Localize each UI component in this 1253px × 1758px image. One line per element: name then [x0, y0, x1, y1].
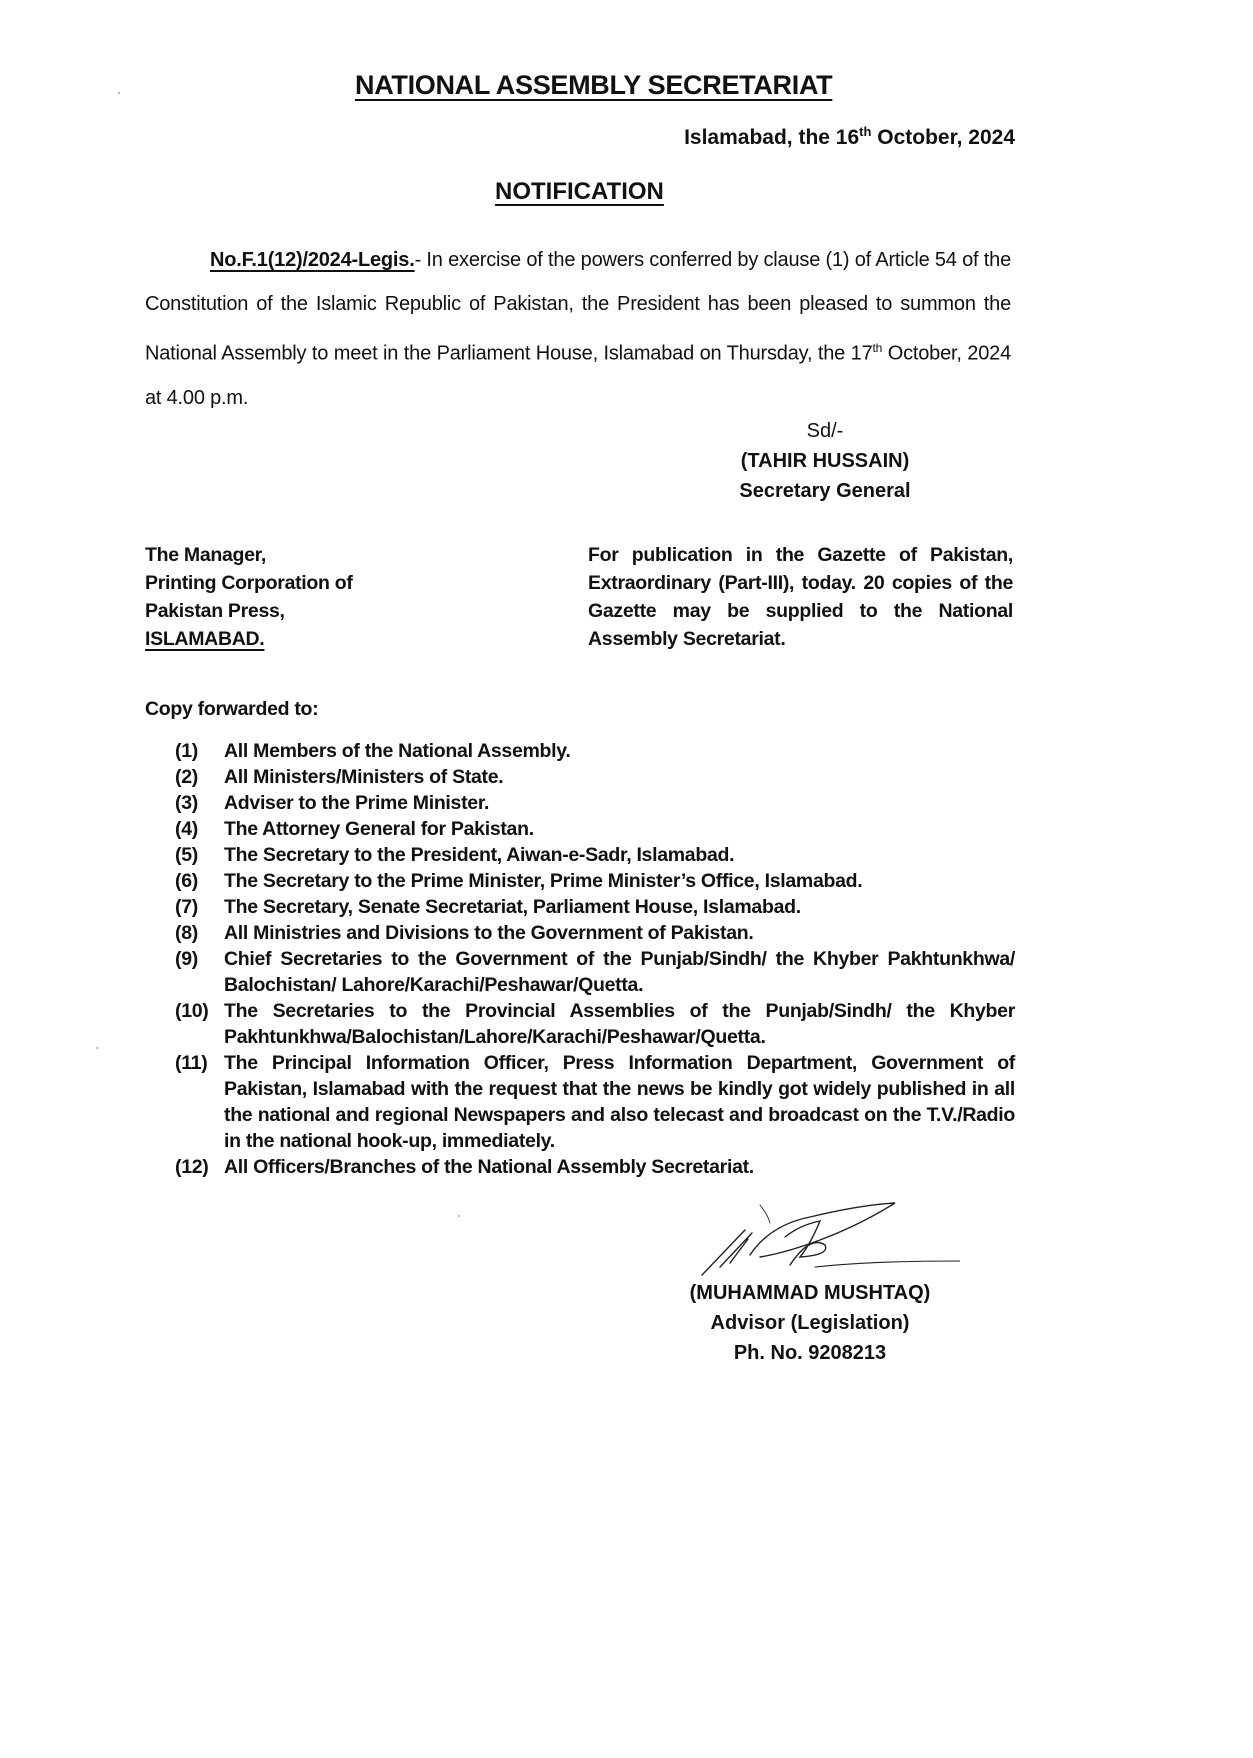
- signatory-name: (MUHAMMAD MUSHTAQ): [689, 1282, 931, 1304]
- signatory-designation: Secretary General: [739, 480, 911, 502]
- item-text: The Secretary to the Prime Minister, Prime Minister’s Office, Islamabad.: [224, 870, 863, 892]
- handwritten-signature: [690, 1195, 960, 1280]
- item-number: (1): [175, 740, 198, 762]
- organization-heading: NATIONAL ASSEMBLY SECRETARIAT: [355, 70, 833, 100]
- item-number: (12): [175, 1156, 209, 1178]
- scan-speck: [458, 1215, 460, 1217]
- item-number: (4): [175, 818, 198, 840]
- signatory-phone: Ph. No. 9208213: [733, 1342, 887, 1364]
- date-ordinal: th: [859, 124, 872, 139]
- copy-forwarded-list: [175, 738, 1015, 1180]
- item-number: (8): [175, 922, 198, 944]
- list-item: [175, 868, 1015, 894]
- item-number: (7): [175, 896, 198, 918]
- signatory-designation: Advisor (Legislation): [710, 1312, 910, 1334]
- list-item: [175, 998, 1015, 1050]
- signatory-block-2: [660, 1278, 960, 1368]
- item-text: All Ministers/Ministers of State.: [224, 766, 504, 788]
- item-number: (3): [175, 792, 198, 814]
- item-number: (5): [175, 844, 198, 866]
- item-number: (9): [175, 948, 198, 970]
- list-item: [175, 1050, 1015, 1154]
- addressee-block: [145, 541, 353, 653]
- item-text: The Secretary, Senate Secretariat, Parliament House, Islamabad.: [224, 896, 801, 918]
- notification-body: [145, 238, 1011, 420]
- item-text: Adviser to the Prime Minister.: [224, 792, 490, 814]
- body-ordinal: th: [872, 341, 883, 355]
- item-text: All Members of the National Assembly.: [224, 740, 571, 762]
- scan-speck: [96, 1047, 98, 1049]
- item-text: The Secretary to the President, Aiwan-e-Sadr, Islamabad.: [224, 844, 735, 866]
- list-item: [175, 920, 1015, 946]
- item-text: The Principal Information Officer, Press Information Department, Government of Pakistan, Islamabad with the request that the news be kindly got widely published in all the national and regional Newspapers and also telecast and broadcast on the T.V./Radio in the national hook-up, immediately.: [224, 1052, 1015, 1152]
- list-item: [175, 1154, 1015, 1180]
- date-prefix: Islamabad, the 16: [684, 126, 860, 149]
- scan-speck: [118, 92, 120, 94]
- item-text: Chief Secretaries to the Government of the Punjab/Sindh/ the Khyber Pakhtunkhwa/ Balochistan/ Lahore/Karachi/Peshawar/Quetta.: [224, 948, 1015, 996]
- item-text: All Officers/Branches of the National Assembly Secretariat.: [224, 1156, 754, 1178]
- item-number: (6): [175, 870, 198, 892]
- body-text-1: - In exercise of the powers conferred by clause (1) of Article 54 of the Constitution of the Islamic Republic of Pakistan, the President has been pleased to summon the National Assembly to meet in the Parliament House, Islamabad on Thursday, the 17: [145, 249, 1011, 365]
- list-item: [175, 764, 1015, 790]
- body-text-2: October, 2024 at 4.00 p.m.: [145, 342, 1011, 409]
- list-item: [175, 946, 1015, 998]
- item-text: The Secretaries to the Provincial Assemblies of the Punjab/Sindh/ the Khyber Pakhtunkhwa/Balochistan/Lahore/Karachi/Peshawar/Quetta.: [224, 1000, 1015, 1048]
- list-item: [175, 738, 1015, 764]
- list-item: [175, 790, 1015, 816]
- reference-number: No.F.1(12)/2024-Legis.: [210, 249, 415, 271]
- item-text: The Attorney General for Pakistan.: [224, 818, 534, 840]
- publication-note: For publication in the Gazette of Pakistan, Extraordinary (Part-III), today. 20 copies of the Gazette may be supplied to the National Assembly Secretariat.: [588, 544, 1013, 650]
- addressee-city: ISLAMABAD.: [145, 628, 265, 650]
- addressee-line: The Manager,: [145, 544, 267, 566]
- item-text: All Ministries and Divisions to the Government of Pakistan.: [224, 922, 754, 944]
- item-number: (2): [175, 766, 198, 788]
- issue-date: [684, 124, 1015, 150]
- item-number: (10): [175, 1000, 209, 1022]
- list-item: [175, 842, 1015, 868]
- list-item: [175, 894, 1015, 920]
- date-rest: October, 2024: [871, 126, 1015, 149]
- signatory-block-1: [715, 416, 935, 506]
- list-item: [175, 816, 1015, 842]
- sd-mark: Sd/-: [806, 420, 844, 442]
- document-type-heading: NOTIFICATION: [495, 178, 664, 205]
- copy-forwarded-label: Copy forwarded to:: [145, 698, 319, 720]
- addressee-line: Printing Corporation of: [145, 572, 353, 594]
- item-number: (11): [175, 1052, 208, 1074]
- addressee-line: Pakistan Press,: [145, 600, 285, 622]
- signatory-name: (TAHIR HUSSAIN): [740, 450, 910, 472]
